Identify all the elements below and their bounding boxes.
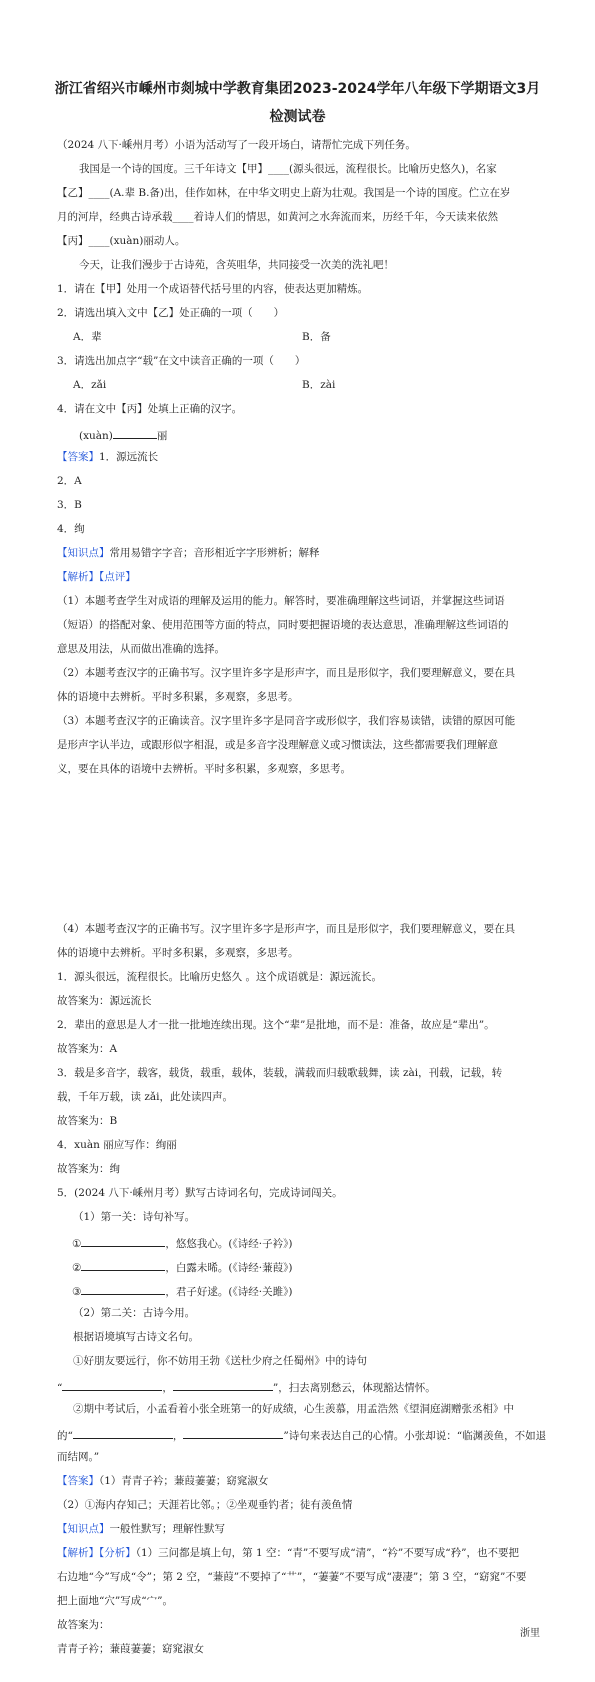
analysis-line: 1．源头很远，流程很长。比喻历史悠久 。这个成语就是：源远流长。 bbox=[57, 971, 383, 983]
sub-question: （1）第一关：诗句补写。 bbox=[73, 1211, 196, 1223]
analysis-line: 是形声字认半边，或跟形似字相混，或是多音字没理解意义或习惯读法，这些都需要我们理解意 bbox=[57, 739, 498, 751]
pinyin-label: (xuàn) bbox=[79, 430, 113, 442]
answer-blank bbox=[81, 1259, 165, 1271]
answer-blank bbox=[173, 1379, 273, 1391]
answer-tag: 【答案】 bbox=[57, 451, 99, 463]
analysis-line: 意思及用法，从而做出准确的选择。 bbox=[57, 643, 225, 655]
question-1: 1．请在【甲】处用一个成语替代括号里的内容，使表达更加精炼。 bbox=[57, 283, 369, 295]
page-footer: 浙里 bbox=[520, 1628, 540, 1639]
fill-item bbox=[72, 1259, 292, 1275]
scenario-blanks bbox=[57, 1379, 436, 1395]
document-title: 浙江省绍兴市嵊州市剡城中学教育集团2023-2024学年八年级下学期语文3月 bbox=[54, 81, 541, 97]
analysis-line: 体的语境中去辨析。平时多积累，多观察，多思考。 bbox=[57, 691, 299, 703]
option-b: B．zài bbox=[302, 379, 336, 391]
analysis-line bbox=[57, 1547, 519, 1560]
answer-blank bbox=[62, 1379, 162, 1391]
answer-block bbox=[57, 1475, 268, 1488]
passage-line: 【丙】____(xuàn)丽动人。 bbox=[57, 235, 186, 247]
analysis-line: 3．载是多音字，载客，载货，载重，载体，装载，满载而归载歌载舞，读 zài，刊载，记载，转 bbox=[57, 1067, 503, 1079]
answer-blank bbox=[73, 1427, 173, 1439]
option-a: A．zǎi bbox=[73, 379, 107, 391]
scenario-text: ”，扫去离别愁云，体现豁达情怀。 bbox=[272, 1382, 436, 1394]
knowledge-text: 一般性默写；理解性默写 bbox=[109, 1523, 225, 1535]
scenario-line: ①好朋友要远行，你不妨用王勃《送杜少府之任蜀州》中的诗句 bbox=[73, 1355, 367, 1367]
answer-item: 4．绚 bbox=[57, 523, 85, 535]
passage-line: 我国是一个诗的国度。三千年诗文【甲】____(源头很远，流程很长。比喻历史悠久)，名家 bbox=[79, 163, 497, 175]
analysis-line: 载，千年万载，读 zǎi，此处读四声。 bbox=[57, 1091, 233, 1103]
analysis-header bbox=[57, 571, 136, 584]
analysis-line: （2）本题考查汉字的正确书写。汉字里许多字是形声字，而且是形似字，我们要理解意义，要在具 bbox=[57, 667, 516, 679]
question-3: 3．请选出加点字“载”在文中读音正确的一项（ ） bbox=[57, 355, 306, 367]
question-4-blank bbox=[79, 427, 167, 443]
analysis-text: （1）三问都是填上句，第 1 空：“青”不要写成“清”，“衿”不要写成“矜”，也不要把 bbox=[135, 1547, 519, 1559]
knowledge-text: 常用易错字字音；音形相近字字形辨析；解释 bbox=[109, 547, 320, 559]
scenario-line: ②期中考试后，小孟看着小张全班第一的好成绩，心生羡慕，用孟浩然《望洞庭湖赠张丞相》中 bbox=[73, 1403, 514, 1415]
answer-item: 3．B bbox=[57, 499, 82, 511]
answer-item: （1）青青子衿；蒹葭萋萋；窈窕淑女 bbox=[99, 1475, 269, 1487]
sub-question-intro: 根据语境填写古诗文名句。 bbox=[73, 1331, 199, 1343]
fill-item bbox=[72, 1283, 292, 1299]
scenario-blanks bbox=[57, 1427, 546, 1443]
analysis-line: （4）本题考查汉字的正确书写。汉字里许多字是形声字，而且是形似字，我们要理解意义，要在具 bbox=[57, 923, 516, 935]
analysis-line: 义，要在具体的语境中去辨析。平时多积累，多观察，多思考。 bbox=[57, 763, 351, 775]
item-marker: ① bbox=[72, 1238, 82, 1250]
analysis-line: 故答案为：B bbox=[57, 1115, 118, 1127]
option-b: B．备 bbox=[302, 331, 331, 343]
analysis-line: 把上面地“穴”写成“宀”。 bbox=[57, 1595, 173, 1607]
passage-line: 月的河岸，经典古诗承载____着诗人们的情思，如黄河之水奔流而来，历经千年，今天读来依然 bbox=[57, 211, 498, 223]
question-source: （2024 八下·嵊州月考）小语为活动写了一段开场白，请帮忙完成下列任务。 bbox=[57, 139, 416, 151]
separator: ， bbox=[172, 1430, 184, 1442]
analysis-line: （1）本题考查学生对成语的理解及运用的能力。解答时，要准确理解这些词语，并掌握这些词语 bbox=[57, 595, 505, 607]
analysis-line: 故答案为：A bbox=[57, 1043, 118, 1055]
quote-open: 的“ bbox=[57, 1430, 73, 1442]
analysis-line: 故答案为： bbox=[57, 1619, 110, 1631]
analysis-tag: 【解析】 bbox=[57, 571, 99, 583]
analysis-line: 故答案为：绚 bbox=[57, 1163, 120, 1175]
question-5: 5．(2024 八下·嵊州月考）默写古诗词名句，完成诗词闯关。 bbox=[57, 1187, 343, 1199]
quote-open: “ bbox=[57, 1382, 63, 1394]
item-text: ，白露未晞。(《诗经·蒹葭》) bbox=[165, 1262, 293, 1274]
item-text: ，悠悠我心。(《诗经·子衿》) bbox=[165, 1238, 293, 1250]
passage-line: 今天，让我们漫步于古诗苑，含英咀华，共同接受一次美的洗礼吧！ bbox=[79, 259, 394, 271]
knowledge-point bbox=[57, 1523, 225, 1536]
analysis-line: 体的语境中去辨析。平时多积累，多观察，多思考。 bbox=[57, 947, 299, 959]
document-title-line2: 检测试卷 bbox=[269, 109, 326, 125]
analysis-tag: 【解析】 bbox=[57, 1547, 99, 1559]
answer-blank bbox=[81, 1283, 165, 1295]
answer-item: （2）①海内存知己；天涯若比邻。；②坐观垂钓者；徒有羡鱼情 bbox=[57, 1499, 353, 1511]
review-tag: 【点评】 bbox=[99, 571, 136, 583]
knowledge-point bbox=[57, 547, 320, 560]
question-2: 2．请选出填入文中【乙】处正确的一项（ ） bbox=[57, 307, 285, 319]
sub-question: （2）第二关：古诗今用。 bbox=[73, 1307, 196, 1319]
scenario-text: ”诗句来表达自己的心情。小张却说：“临渊羡鱼，不如退 bbox=[283, 1430, 547, 1442]
option-a: A．辈 bbox=[73, 331, 102, 343]
answer-blank bbox=[81, 1235, 165, 1247]
knowledge-tag: 【知识点】 bbox=[57, 1523, 110, 1535]
answer-item: 1．源远流长 bbox=[99, 451, 159, 463]
analysis-line: （3）本题考查汉字的正确读音。汉字里许多字是同音字或形似字，我们容易读错，读错的原因可能 bbox=[57, 715, 516, 727]
question-4: 4．请在文中【丙】处填上正确的汉字。 bbox=[57, 403, 243, 415]
passage-line: 【乙】____(A.辈 B.备)出，佳作如林，在中华文明史上蔚为壮观。我国是一个诗的国度。伫立在岁 bbox=[57, 187, 511, 199]
knowledge-tag: 【知识点】 bbox=[57, 547, 110, 559]
analysis-line: 故答案为：源远流长 bbox=[57, 995, 152, 1007]
summary-tag: 【分析】 bbox=[99, 1547, 136, 1559]
answer-blank bbox=[183, 1427, 283, 1439]
blank-suffix: 丽 bbox=[156, 430, 168, 442]
answer-blank bbox=[113, 427, 157, 439]
analysis-line: 4．xuàn 丽应写作：绚丽 bbox=[57, 1139, 177, 1151]
item-text: ，君子好逑。(《诗经·关雎》) bbox=[165, 1286, 293, 1298]
analysis-line: 右边地“今”写成“令”；第 2 空，“蒹葭”不要掉了“艹”，“萋萋”不要写成“凄凄”；第 3 空，“窈窕”不要 bbox=[57, 1571, 527, 1583]
analysis-line: （短语）的搭配对象、使用范围等方面的特点，同时要把握语境的表达意思，准确理解这些词语的 bbox=[57, 619, 509, 631]
fill-item bbox=[72, 1235, 292, 1251]
answer-block bbox=[57, 451, 158, 464]
item-marker: ③ bbox=[72, 1286, 82, 1298]
analysis-line: 青青子衿；蒹葭萋萋；窈窕淑女 bbox=[57, 1643, 204, 1655]
item-marker: ② bbox=[72, 1262, 82, 1274]
answer-tag: 【答案】 bbox=[57, 1475, 99, 1487]
scenario-line: 而结网。” bbox=[57, 1451, 100, 1463]
analysis-line: 2．辈出的意思是人才一批一批地连续出现。这个“辈”是批地，而不是：准备，故应是“辈出”。 bbox=[57, 1019, 495, 1031]
separator: ， bbox=[162, 1382, 173, 1394]
answer-item: 2．A bbox=[57, 475, 82, 487]
